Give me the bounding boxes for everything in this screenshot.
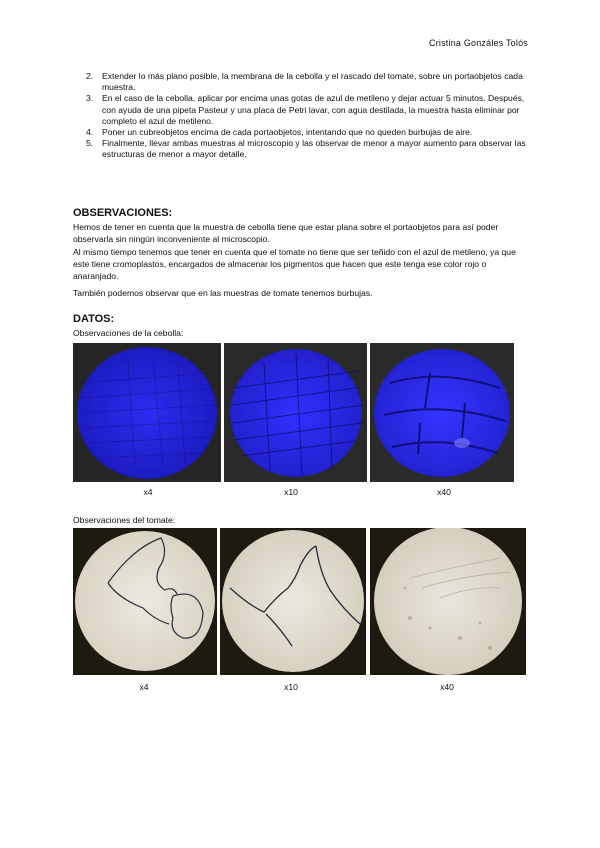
onion-caption-x10: x10 — [284, 487, 298, 497]
tomato-caption-x10: x10 — [284, 682, 298, 692]
step-text: Extender lo más plano posible, la membrana de la cebolla y el rascado del tomate, sobre un portaobjetos cada muestra. — [102, 71, 523, 93]
step-number: 2. — [86, 71, 94, 81]
procedure-steps — [86, 71, 526, 161]
step-number: 4. — [86, 127, 94, 138]
observaciones-heading: OBSERVACIONES: — [73, 207, 173, 219]
step-text: En el caso de la cebolla, aplicar por encima unas gotas de azul de metileno y dejar actuar 5 minutos. Después, con ayuda de una pipeta Pasteur y una placa de Petri lavar, con agua destilada, la muestra hasta eliminar por completo el azul de metileno. — [102, 93, 525, 126]
tomato-caption-x40: x40 — [440, 682, 454, 692]
tomato-micrograph-x10 — [220, 528, 366, 675]
author-name: Cristina Gonzáles Tolós — [429, 38, 528, 48]
onion-micrograph-x10 — [224, 343, 367, 482]
step-text: Finalmente, llevar ambas muestras al microscopio y las observar de menor a mayor aumento para observar las estructuras de menor a mayor detalle. — [102, 138, 526, 160]
onion-caption-x4: x4 — [143, 487, 153, 497]
step-number: 3. — [86, 93, 94, 104]
step-number: 5. — [86, 138, 94, 149]
onion-micrograph-x4 — [73, 343, 221, 482]
onion-caption-x40: x40 — [437, 487, 451, 497]
tomato-caption-x4: x4 — [139, 682, 149, 692]
onion-micrograph-x40 — [370, 343, 514, 482]
tomato-micrograph-x4 — [73, 528, 217, 675]
step-item — [86, 71, 526, 93]
observaciones-paragraph-1: Hemos de tener en cuenta que la muestra de cebolla tiene que estar plana sobre el portaobjetos para así poder observarla sin ningún inconveniente al microscopio. — [73, 222, 499, 245]
tomate-label: Observaciones del tomate: — [73, 515, 176, 525]
observaciones-paragraph-2: Al mismo tiempo tenemos que tener en cuenta que el tomate no tiene que ser teñido con el azul de metileno, ya que este tiene cromoplastos, encargados de almacenar los pigmentos que hacen que este tenga ese color rojo o anaranjado. — [73, 247, 516, 282]
step-item — [86, 93, 526, 127]
observaciones-paragraph-3: También podemos observar que en las muestras de tomate tenemos burbujas. — [73, 288, 373, 298]
step-text: Poner un cubreobjetos encima de cada portaobjetos, intentando que no queden burbujas de aire. — [102, 127, 473, 138]
step-item — [86, 138, 526, 160]
datos-heading: DATOS: — [73, 313, 115, 325]
step-item — [86, 127, 526, 138]
tomato-micrograph-x40 — [370, 528, 526, 675]
cebolla-label: Observaciones de la cebolla: — [73, 328, 184, 338]
